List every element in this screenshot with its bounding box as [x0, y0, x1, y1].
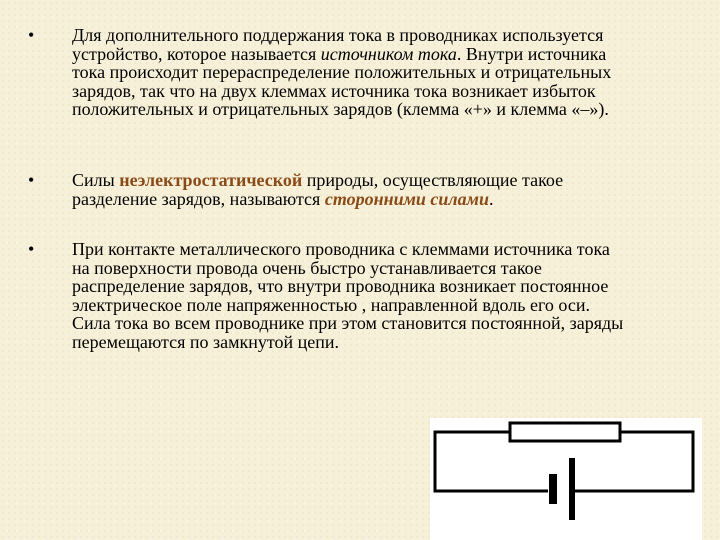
battery-short-plate	[549, 474, 557, 504]
italic-term: источником тока	[320, 43, 457, 64]
bullet-text	[72, 26, 632, 119]
bullet-conductor-contact	[28, 240, 718, 351]
text-segment: . Внутри источника тока происходит перераспределение положительных и отрицательных зарядов, так что на двух клеммах источника тока возникает избыток положительных и отрицательных зарядов (клемма «+» и клемма «–»).	[72, 43, 612, 119]
bullet-list	[28, 25, 718, 352]
battery-long-plate	[569, 458, 575, 520]
bullet-text: При контакте металлического проводника с клеммами источника тока на поверхности провода очень быстро устанавливается такое распределение зарядов, что внутри проводника возникает постоянное электрическое поле напряженностью , направленной вдоль его оси. Сила тока во всем проводнике при этом становится постоянной, заряды перемещаются по замкнутой цепи.	[72, 239, 624, 352]
emphasis-italic-term: сторонними силами	[324, 188, 489, 209]
bullet-text	[72, 171, 632, 208]
text-segment: Для дополнительного поддержания тока в проводниках используется устройство, которое называется	[72, 25, 604, 64]
emphasis-term: неэлектростатической	[119, 170, 303, 190]
text-segment: Силы	[72, 170, 120, 190]
resistor	[510, 423, 620, 441]
bullet-external-forces	[28, 171, 718, 239]
circuit-diagram	[430, 418, 702, 540]
bullet-marker: •	[28, 25, 35, 45]
bullet-marker: •	[28, 239, 35, 259]
text-segment: .	[489, 188, 494, 209]
bullet-current-source	[28, 26, 718, 166]
bullet-marker: •	[28, 170, 35, 190]
text-segment: природы, осуществляющие такое разделение зарядов, называются	[72, 170, 564, 209]
